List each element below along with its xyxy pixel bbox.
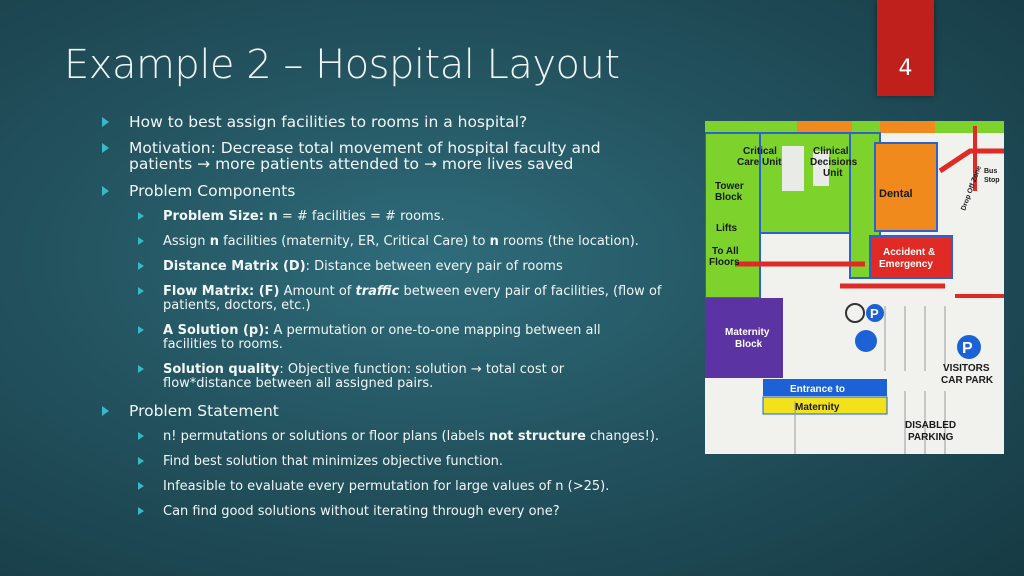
sub-bullet-text: Find best solution that minimizes objective function.: [163, 454, 504, 469]
sub-bullet-item: [100, 430, 763, 444]
map-label: Unit: [823, 168, 843, 179]
map-label: Accident &: [883, 247, 936, 258]
sub-bullet-item: [100, 505, 763, 519]
sub-bullet-text: Infeasible to evaluate every permutation for large values of n (>25).: [163, 479, 610, 494]
map-label: Block: [715, 192, 743, 203]
map-label: Decisions: [810, 157, 858, 168]
bullet-arrow-icon: [138, 432, 144, 440]
map-label: Entrance to: [790, 384, 846, 395]
sub-bullet-text: : Objective function: solution → total cost or: [279, 362, 565, 377]
bullet-text-cont: patients → more patients attended to → more lives saved: [129, 155, 574, 173]
bicycle-icon: [846, 304, 864, 322]
bullet-text: Problem Statement: [129, 402, 279, 420]
map-label: PARKING: [908, 432, 954, 443]
bullet-text: Motivation: Decrease total movement of hospital faculty and: [129, 139, 601, 157]
parking-letter: P: [962, 340, 973, 357]
map-label: Lifts: [716, 223, 738, 234]
sub-bullet-text: Amount of: [279, 284, 356, 299]
bullet-arrow-icon: [138, 457, 144, 465]
term-bold: Solution quality: [163, 362, 280, 377]
bullet-item: [100, 403, 279, 419]
hospital-map: [705, 121, 1004, 454]
map-label: Maternity: [795, 402, 840, 413]
map-label: Block: [735, 339, 763, 350]
sub-bullet-text: facilities (maternity, ER, Critical Care) to: [218, 234, 490, 249]
term-bold: Problem Size: n: [163, 209, 278, 224]
map-label: Tower: [715, 181, 744, 192]
map-label: Stop: [984, 177, 1000, 184]
sub-bullet-text: between every pair of facilities, (flow of: [399, 284, 662, 299]
bullet-arrow-icon: [102, 406, 109, 416]
bullet-item: [100, 140, 601, 172]
sub-bullet-item: [100, 235, 763, 249]
bullet-item: [100, 183, 295, 199]
bullet-text: How to best assign facilities to rooms in a hospital?: [129, 113, 528, 131]
term-italic: traffic: [355, 284, 400, 299]
term-bold: Flow Matrix: (F): [163, 284, 280, 299]
sub-bullet-text: changes!).: [585, 429, 660, 444]
term-bold: not structure: [488, 429, 586, 444]
bullet-arrow-icon: [138, 482, 144, 490]
term-bold: A Solution (p):: [163, 323, 270, 338]
sub-bullet-item: [100, 285, 763, 313]
top-orange-strip: [880, 121, 935, 133]
sub-bullet-text: A permutation or one-to-one mapping between all: [269, 323, 601, 338]
bullet-item: [100, 114, 527, 130]
sub-bullet-item: [100, 210, 763, 224]
sub-bullet-item: [100, 260, 763, 274]
courtyard: [782, 146, 804, 191]
bullet-arrow-icon: [102, 186, 109, 196]
top-orange-strip: [797, 121, 852, 133]
sub-bullet-item: [100, 363, 763, 391]
sub-bullet-item: [100, 480, 763, 494]
sub-bullet-text: Can find good solutions without iterating through every one?: [163, 504, 560, 519]
bullet-arrow-icon: [102, 117, 109, 127]
bullet-arrow-icon: [138, 326, 144, 334]
sub-bullet-text-cont: flow*distance between all assigned pairs.: [163, 376, 434, 391]
dental-block: [875, 143, 937, 231]
bullet-arrow-icon: [138, 365, 144, 373]
sub-bullet-item: [100, 455, 763, 469]
map-label: VISITORS: [943, 363, 990, 374]
wheelchair-icon: [855, 330, 877, 352]
sub-bullet-text: rooms (the location).: [498, 234, 639, 249]
map-label: Floors: [709, 257, 740, 268]
map-label: CAR PARK: [941, 375, 994, 386]
page-number-tab: [877, 0, 934, 96]
map-label: To All: [712, 246, 739, 257]
slide-title: Example 2 – Hospital Layout: [64, 42, 620, 88]
term-bold: n: [489, 234, 499, 249]
term-bold: n: [209, 234, 219, 249]
sub-bullet-item: [100, 324, 763, 352]
bullet-arrow-icon: [138, 262, 144, 270]
map-label: Bus: [984, 168, 998, 175]
bullet-arrow-icon: [138, 237, 144, 245]
map-label: Maternity: [725, 327, 770, 338]
map-label: Dental: [879, 188, 913, 200]
sub-bullet-text: Assign: [163, 234, 210, 249]
bullet-arrow-icon: [138, 287, 144, 295]
map-label: Care Unit: [737, 157, 782, 168]
sub-bullet-text: = # facilities = # rooms.: [277, 209, 445, 224]
page-number: 4: [898, 56, 913, 81]
parking-letter: P: [870, 306, 879, 321]
map-label: Emergency: [879, 259, 933, 270]
map-label: Critical: [743, 146, 777, 157]
hospital-map-svg: [705, 121, 1004, 454]
sub-bullet-text-cont: patients, doctors, etc.): [163, 298, 311, 313]
maternity-block: [705, 298, 783, 378]
bullet-text: Problem Components: [129, 182, 296, 200]
sub-bullet-text: n! permutations or solutions or floor plans (labels: [163, 429, 489, 444]
top-green-strip: [705, 121, 1004, 133]
bullet-arrow-icon: [138, 212, 144, 220]
map-label: Clinical: [813, 146, 849, 157]
bullet-arrow-icon: [138, 507, 144, 515]
map-label: DISABLED: [905, 420, 957, 431]
term-bold: Distance Matrix (D): [163, 259, 306, 274]
sub-bullet-text-cont: facilities to rooms.: [163, 337, 283, 352]
bullet-arrow-icon: [102, 143, 109, 153]
map-label: Drop Off Zone: [960, 165, 983, 212]
sub-bullet-text: : Distance between every pair of rooms: [305, 259, 563, 274]
